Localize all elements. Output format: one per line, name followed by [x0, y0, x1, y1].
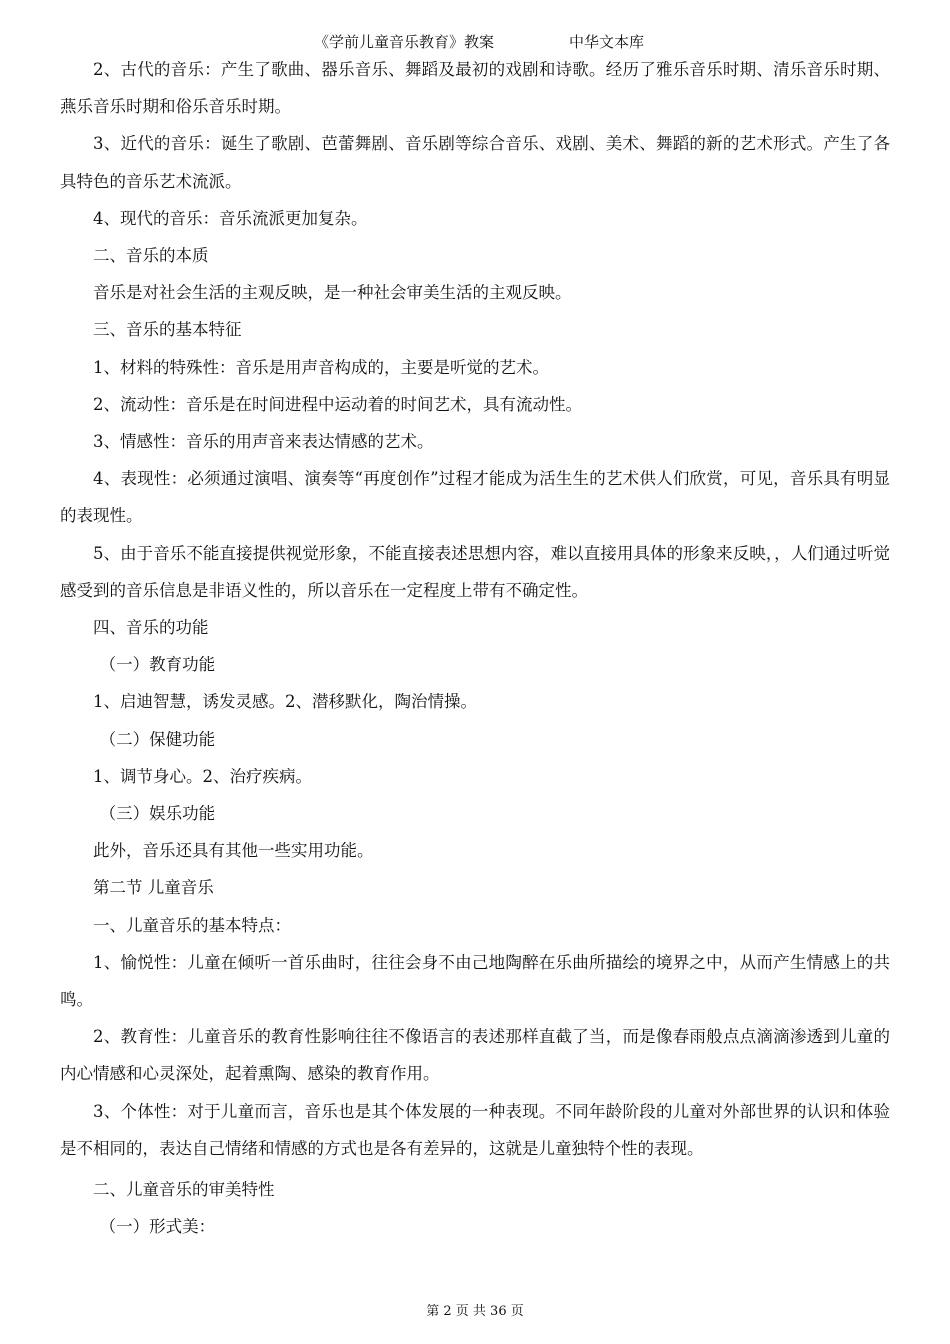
paragraph-health-function: 1、调节身心。2、治疗疾病。 [93, 766, 312, 786]
paragraph-music-essence: 音乐是对社会生活的主观反映，是一种社会审美生活的主观反映。 [93, 283, 572, 303]
subheading-health-function: （二）保健功能 [99, 729, 216, 749]
heading-music-essence: 二、音乐的本质 [93, 246, 209, 266]
paragraph-ancient-music: 2、古代的音乐：产生了歌曲、器乐音乐、舞蹈及最初的戏剧和诗歌。经历了雅乐音乐时期、清乐音乐时期、燕乐音乐时期和俗乐音乐时期。 [60, 60, 890, 117]
subheading-form-beauty: （一）形式美： [99, 1217, 216, 1237]
paragraph-feature-pleasure: 1、愉悦性：儿童在倾听一首乐曲时，往往会身不由己地陶醉在乐曲所描绘的境界之中，从而产生情感上的共鸣。 [60, 952, 890, 1010]
paragraph-modern-era-music: 3、近代的音乐：诞生了歌剧、芭蕾舞剧、音乐剧等综合音乐、戏剧、美术、舞蹈的新的艺术形式。产生了各具特色的音乐艺术流派。 [60, 134, 890, 191]
subheading-education-function: （一）教育功能 [99, 655, 216, 675]
paragraph-feature-material: 1、材料的特殊性：音乐是用声音构成的，主要是听觉的艺术。 [93, 357, 549, 377]
paragraph-feature-fluidity: 2、流动性：音乐是在时间进程中运动着的时间艺术，具有流动性。 [93, 394, 582, 414]
course-title: 《学前儿童音乐教育》教案 [314, 33, 495, 51]
paragraph-feature-uncertainty: 5、由于音乐不能直接提供视觉形象，不能直接表述思想内容，难以直接用具体的形象来反映，，人们通过听觉感受到的音乐信息是非语义性的，所以音乐在一定程度上带有不确定性。 [60, 543, 890, 600]
paragraph-education-function: 1、启迪智慧，诱发灵感。2、潜移默化，陶治情操。 [93, 692, 477, 712]
heading-aesthetic-features: 二、儿童音乐的审美特性 [93, 1180, 275, 1200]
page-footer [0, 1302, 950, 1322]
subheading-entertainment-function: （三）娱乐功能 [99, 804, 216, 824]
paragraph-feature-individuality: 3、个体性：对于儿童而言，音乐也是其个体发展的一种表现。不同年龄阶段的儿童对外部世界的认识和体验是不相同的，表达自己情绪和情感的方式也是各有差异的，这就是儿童独特个性的表现。 [60, 1101, 890, 1158]
page-number: 第 2 页 共 36 页 [426, 1304, 524, 1319]
library-name: 中华文本库 [569, 33, 645, 51]
paragraph-other-functions: 此外，音乐还具有其他一些实用功能。 [93, 841, 374, 861]
heading-music-functions: 四、音乐的功能 [93, 618, 209, 638]
paragraph-feature-emotion: 3、情感性：音乐的用声音来表达情感的艺术。 [93, 432, 434, 452]
paragraph-contemporary-music: 4、现代的音乐：音乐流派更加复杂。 [93, 208, 368, 228]
paragraph-feature-expression: 4、表现性：必须通过演唱、演奏等“再度创作”过程才能成为活生生的艺术供人们欣赏，可见，音乐具有明显的表现性。 [60, 469, 890, 526]
heading-music-features: 三、音乐的基本特征 [93, 320, 242, 340]
paragraph-feature-education: 2、教育性：儿童音乐的教育性影响往往不像语言的表述那样直截了当，而是像春雨般点点滴滴渗透到儿童的内心情感和心灵深处，起着熏陶、感染的教育作用。 [60, 1027, 890, 1084]
section-title-children-music: 第二节 儿童音乐 [93, 878, 214, 898]
heading-children-music-features: 一、儿童音乐的基本特点： [93, 915, 291, 935]
document-body [60, 51, 890, 1246]
